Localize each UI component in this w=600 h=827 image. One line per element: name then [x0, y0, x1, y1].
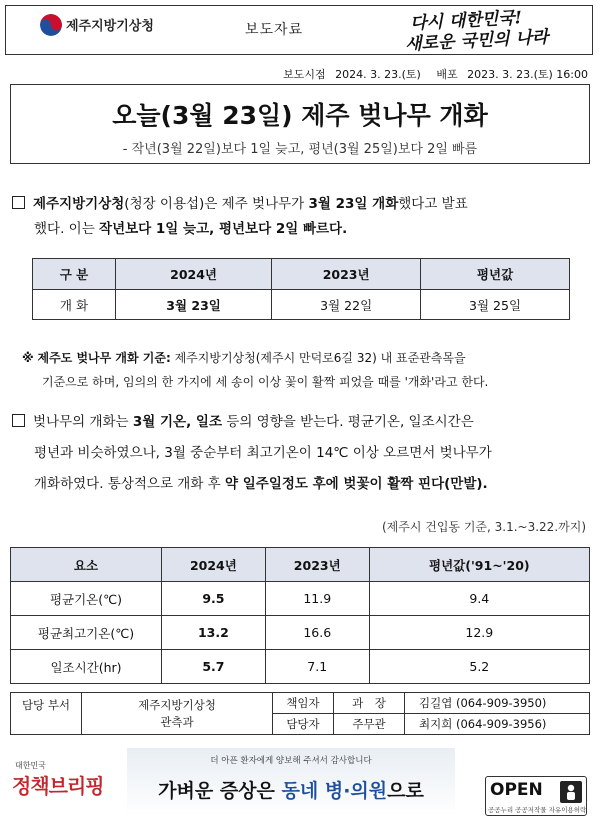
dist-label: 배포: [436, 68, 458, 81]
press-date: 2024. 3. 23.(토): [335, 68, 421, 81]
p2-text: 개화하였다. 통상적으로 개화 후: [34, 476, 225, 492]
banner-text: 가벼운 증상은: [158, 780, 282, 802]
table-header: 구 분: [33, 259, 116, 290]
role-label: 담당자: [273, 714, 334, 735]
weather-table: [10, 547, 590, 684]
table-row: [11, 693, 590, 714]
criteria-note: [22, 346, 592, 394]
contact-table: [10, 692, 590, 735]
table-header-row: [33, 259, 570, 290]
dept-name-line: 제주지방기상청: [138, 697, 216, 712]
page-subtitle: - 작년(3월 22일)보다 1일 늦고, 평년(3월 25일)보다 2일 빠름: [122, 142, 478, 157]
table-cell: 7.1: [265, 650, 369, 684]
p2-text: 벚나무의 개화는: [33, 414, 133, 430]
table-row: [11, 650, 590, 684]
title-label: 주무관: [334, 714, 405, 735]
open-subtext: 공공누리 공공저작물 자유이용허락: [488, 806, 587, 814]
table-cell: 12.9: [369, 616, 589, 650]
table-header: 2024년: [162, 548, 266, 582]
brand-small: 대한민국: [15, 761, 46, 770]
role-label: 책임자: [273, 693, 334, 714]
p1-text: 했다. 이는: [34, 221, 100, 237]
page-title: 오늘(3월 23일) 제주 벚나무 개화: [112, 101, 488, 130]
slogan-line2: 새로운 국민의 나라: [404, 27, 549, 55]
bloom-date-table: [32, 258, 570, 320]
table-cell: 평균기온(℃): [11, 582, 162, 616]
taegeuk-emblem-icon: [40, 14, 62, 36]
data-source-note: (제주시 건입동 기준, 3.1.~3.22.까지): [381, 520, 586, 534]
dept-label: 담당 부서: [11, 693, 82, 735]
table-cell: 5.2: [369, 650, 589, 684]
attribution-person-icon: [560, 781, 582, 803]
dept-name-line: 관측과: [160, 714, 194, 729]
checkbox-bullet-icon: [12, 414, 25, 427]
table-cell: 평균최고기온(℃): [11, 616, 162, 650]
contact-person: 최지희 (064-909-3956): [405, 714, 590, 735]
table-header-row: [11, 548, 590, 582]
note-text: 제주지방기상청(제주시 만덕로6길 32) 내 표준관측목을: [170, 351, 466, 365]
p1-bold-compare: 작년보다 1일 늦고, 평년보다 2일 빠르다.: [99, 221, 348, 237]
p1-bold-date: 3월 23일 개화: [308, 196, 399, 212]
press-label: 보도시점: [283, 68, 326, 81]
p1-text: 했다고 발표: [398, 196, 468, 212]
table-header: 2023년: [265, 548, 369, 582]
table-cell: 11.9: [265, 582, 369, 616]
release-info: [277, 66, 588, 82]
table-cell: 5.7: [162, 650, 266, 684]
table-cell: 9.4: [369, 582, 589, 616]
paragraph-1: [12, 192, 592, 242]
dist-date: 2023. 3. 23.(토) 16:00: [467, 68, 588, 81]
table-header: 2024년: [115, 259, 271, 290]
table-header: 평년값: [421, 259, 570, 290]
note-text: 기준으로 하며, 임의의 한 가지에 세 송이 이상 꽃이 활짝 피었을 때를 '개화'라고 한다.: [42, 375, 489, 389]
note-mark: ※: [22, 351, 34, 365]
banner-text: 으로: [387, 780, 424, 802]
p1-text: (청장 이용섭)은 제주 벚나무가: [124, 196, 309, 212]
brand-logo: 정책브리핑: [12, 774, 104, 798]
checkbox-bullet-icon: [12, 196, 25, 209]
table-cell: 13.2: [162, 616, 266, 650]
table-header: 요소: [11, 548, 162, 582]
table-cell: 일조시간(hr): [11, 650, 162, 684]
table-cell: 3월 25일: [421, 290, 570, 320]
doc-type: 보도자료: [245, 22, 304, 38]
banner-top-text: 더 아픈 환자에게 양보해 주셔서 감사합니다: [210, 756, 372, 766]
banner-main-text: [127, 776, 455, 803]
table-header: 2023년: [272, 259, 421, 290]
slogan-line1: 다시 대한민국!: [409, 8, 523, 34]
table-row: [11, 616, 590, 650]
banner-highlight: 동네 병·의원: [281, 780, 388, 802]
open-label: OPEN: [490, 780, 543, 800]
title-label: 과 장: [334, 693, 405, 714]
contact-person: 김길엽 (064-909-3950): [405, 693, 590, 714]
paragraph-2: [12, 410, 592, 497]
table-cell: 16.6: [265, 616, 369, 650]
agency-logo-text: 제주지방기상청: [66, 19, 154, 34]
note-bold: 제주도 벚나무 개화 기준:: [37, 351, 171, 365]
p2-text: 등의 영향을 받는다. 평균기온, 일조시간은: [222, 414, 474, 430]
table-cell: 9.5: [162, 582, 266, 616]
dept-name: [82, 693, 273, 735]
table-cell: 3월 23일: [115, 290, 271, 320]
p2-bold: 약 일주일정도 후에 벚꽃이 활짝 핀다(만발).: [225, 476, 488, 492]
table-header: 평년값('91~'20): [369, 548, 589, 582]
table-cell: 개 화: [33, 290, 116, 320]
p2-text: 평년과 비슷하였으나, 3월 중순부터 최고기온이 14℃ 이상 오르면서 벚나무가: [34, 445, 492, 461]
table-cell: 3월 22일: [272, 290, 421, 320]
table-row: [11, 582, 590, 616]
p2-bold: 3월 기온, 일조: [132, 414, 223, 430]
table-row: [33, 290, 570, 320]
p1-bold-agency: 제주지방기상청: [33, 196, 125, 212]
